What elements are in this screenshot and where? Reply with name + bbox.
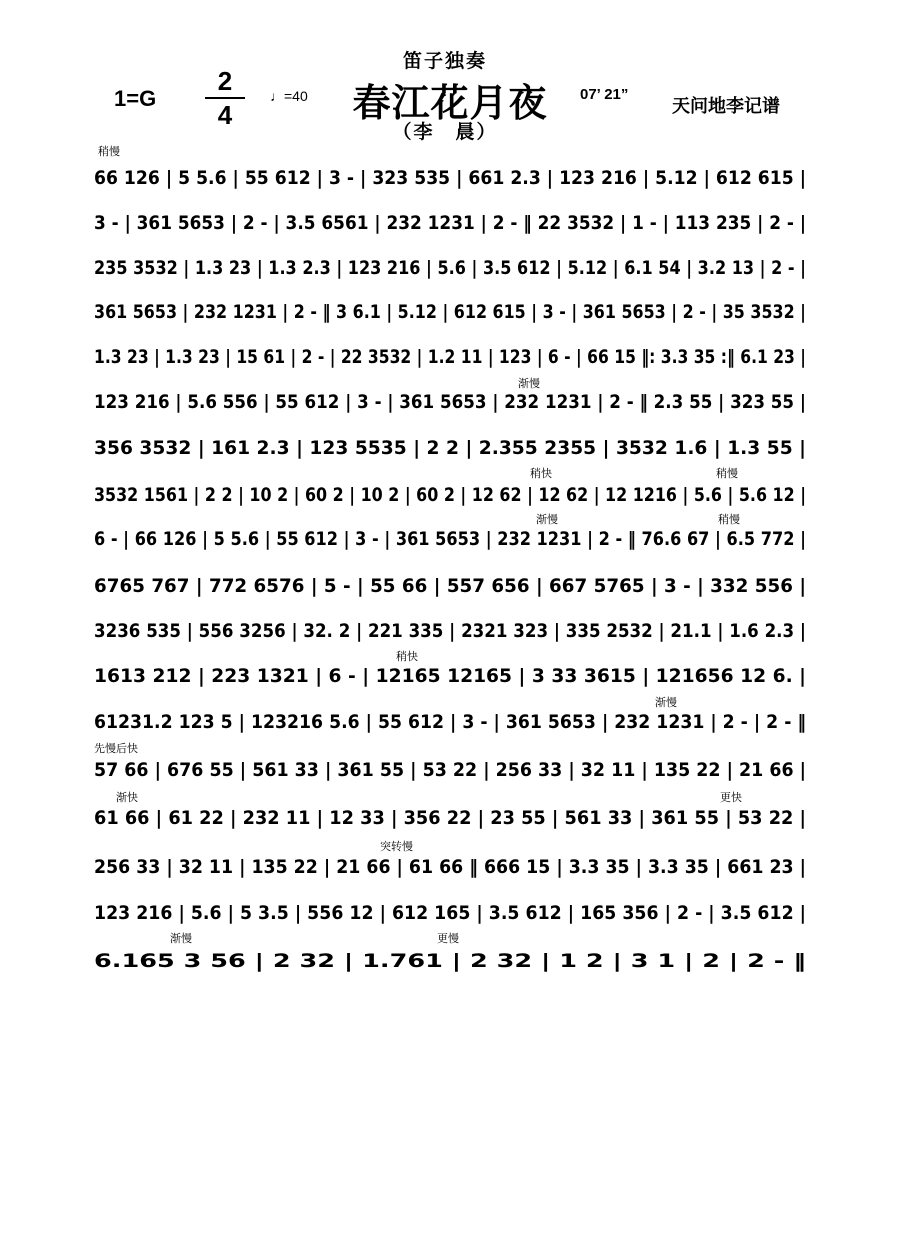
- notation-text: 3236 535 | 556 3256 | 32. 2 | 221 335 | 2321 323 | 335 2532 | 21.1 | 1.6 2.3 |: [94, 620, 806, 642]
- expression-term: 稍快: [396, 651, 418, 663]
- notation-line: [94, 901, 810, 925]
- score-header: [0, 0, 900, 150]
- composer: （李 晨）: [392, 122, 498, 143]
- notation-text: 3 - | 361 5653 | 2 - | 3.5 6561 | 232 1231 | 2 - ‖ 22 3532 | 1 - | 113 235 | 2 - |: [94, 212, 806, 234]
- time-signature-bar: [205, 97, 245, 99]
- notation-line: [94, 527, 810, 551]
- expression-term: 更快: [720, 792, 742, 804]
- notation-text: 361 5653 | 232 1231 | 2 - ‖ 3 6.1 | 5.12 | 612 615 | 3 - | 361 5653 | 2 - | 35 3532 |: [94, 301, 806, 323]
- notation-text: 1613 212 | 223 1321 | 6 - | 12165 12165 | 3 33 3615 | 121656 12 6. |: [94, 665, 806, 687]
- expression-term: 渐慢: [518, 378, 540, 390]
- notation-text: 61 66 | 61 22 | 232 11 | 12 33 | 356 22 | 23 55 | 561 33 | 361 55 | 53 22 |: [94, 807, 806, 829]
- key-signature: 1=G: [114, 86, 157, 111]
- expression-term: 先慢后快: [94, 743, 138, 755]
- expression-term: 稍慢: [716, 468, 738, 480]
- notation-text: 123 216 | 5.6 | 5 3.5 | 556 12 | 612 165 | 3.5 612 | 165 356 | 2 - | 3.5 612 |: [94, 902, 806, 924]
- notation-text: 356 3532 | 161 2.3 | 123 5535 | 2 2 | 2.355 2355 | 3532 1.6 | 1.3 55 |: [94, 437, 806, 459]
- notation-text: 61231.2 123 5 | 123216 5.6 | 55 612 | 3 - | 361 5653 | 232 1231 | 2 - | 2 - ‖: [94, 711, 806, 733]
- expression-term: 稍快: [530, 468, 552, 480]
- expression-term: 渐快: [116, 792, 138, 804]
- notation-line: [94, 345, 810, 369]
- notation-line: [94, 855, 810, 879]
- score-subtitle: 笛子独奏: [402, 51, 487, 72]
- notation-line: [94, 483, 810, 507]
- transcriber-credit: 天问地李记谱: [672, 96, 780, 116]
- notation-line: [94, 806, 810, 830]
- tempo-marking: ♩=40: [270, 88, 308, 104]
- notation-line: [94, 710, 810, 734]
- notation-text: 6765 767 | 772 6576 | 5 - | 55 66 | 557 656 | 667 5765 | 3 - | 332 556 |: [94, 575, 806, 597]
- expression-term: 更慢: [437, 933, 459, 945]
- notation-text: 256 33 | 32 11 | 135 22 | 21 66 | 61 66 ‖ 666 15 | 3.3 35 | 3.3 35 | 661 23 |: [94, 856, 806, 878]
- notation-text: 3532 1561 | 2 2 | 10 2 | 60 2 | 10 2 | 60 2 | 12 62 | 12 62 | 12 1216 | 5.6 | 5.6 12 |: [94, 484, 806, 506]
- notation-text: 123 216 | 5.6 556 | 55 612 | 3 - | 361 5653 | 232 1231 | 2 - ‖ 2.3 55 | 323 55 |: [94, 391, 806, 413]
- notation-text: 1.3 23 | 1.3 23 | 15 61 | 2 - | 22 3532 | 1.2 11 | 123 | 6 - | 66 15 ‖: 3.3 35 :‖ 6.1 23 |: [94, 346, 806, 368]
- notation-line: [94, 166, 810, 190]
- expression-term: 渐慢: [170, 933, 192, 945]
- notation-line: [94, 256, 810, 280]
- time-signature-numerator: 2: [217, 66, 233, 96]
- notation-text: 6 - | 66 126 | 5 5.6 | 55 612 | 3 - | 361 5653 | 232 1231 | 2 - ‖ 76.6 67 | 6.5 772 |: [94, 528, 806, 550]
- time-signature: [205, 66, 245, 130]
- notation-line: [94, 949, 810, 973]
- expression-term: 稍慢: [718, 514, 740, 526]
- duration: 07’ 21”: [580, 86, 629, 103]
- notation-text: 66 126 | 5 5.6 | 55 612 | 3 - | 323 535 | 661 2.3 | 123 216 | 5.12 | 612 615 |: [94, 167, 806, 189]
- notation-text: 57 66 | 676 55 | 561 33 | 361 55 | 53 22 | 256 33 | 32 11 | 135 22 | 21 66 |: [94, 759, 806, 781]
- notation-line: [94, 574, 810, 598]
- notation-line: [94, 436, 810, 460]
- expression-term: 稍慢: [98, 146, 120, 158]
- notation-text: 235 3532 | 1.3 23 | 1.3 2.3 | 123 216 | 5.6 | 3.5 612 | 5.12 | 6.1 54 | 3.2 13 | 2 - |: [94, 257, 806, 279]
- notation-line: [94, 211, 810, 235]
- notation-line: [94, 619, 810, 643]
- expression-term: 渐慢: [655, 697, 677, 709]
- notation-line: [94, 300, 810, 324]
- notation-text: 6.165 3 56 | 2 32 | 1.761 | 2 32 | 1 2 | 3 1 | 2 | 2 - ‖: [94, 950, 806, 972]
- time-signature-denominator: 4: [217, 100, 233, 130]
- score-title: 春江花月夜: [352, 81, 548, 125]
- notation-line: [94, 758, 810, 782]
- expression-term: 突转慢: [380, 841, 413, 853]
- notation-line: [94, 390, 810, 414]
- notation-line: [94, 664, 810, 688]
- expression-term: 渐慢: [536, 514, 558, 526]
